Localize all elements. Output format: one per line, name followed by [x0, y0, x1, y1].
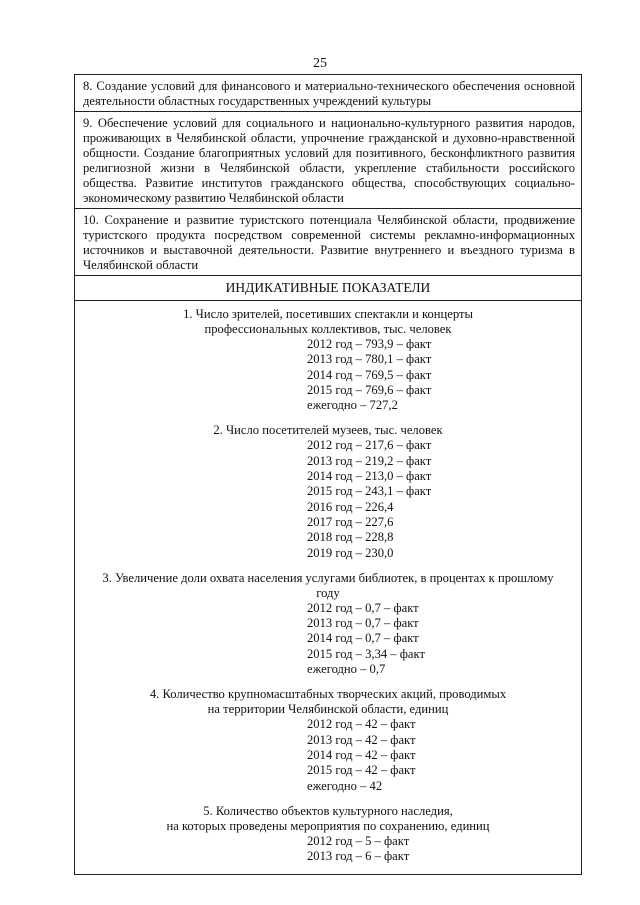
indicator-title: 2. Число посетителей музеев, тыс. человек [213, 423, 443, 438]
indicator-block [75, 307, 581, 413]
indicator-value: 2014 год – 42 – факт [307, 747, 416, 762]
indicator-value: ежегодно – 42 [307, 778, 383, 793]
indicator-value: 2012 год – 793,9 – факт [307, 337, 432, 351]
indicator-value: 2014 год – 0,7 – факт [307, 631, 419, 646]
indicator-value: 2014 год – 769,5 – факт [307, 367, 432, 382]
indicators-header: ИНДИКАТИВНЫЕ ПОКАЗАТЕЛИ [75, 276, 581, 301]
indicator-value: 2013 год – 780,1 – факт [307, 352, 432, 367]
table-row: 8. Создание условий для финансового и материально-технического обеспечения основной деятельности областных государственных учреждений культуры [75, 75, 581, 112]
indicator-value: 2015 год – 769,6 – факт [307, 382, 432, 397]
indicator-value: 2016 год – 226,4 [307, 499, 394, 514]
indicator-value: 2018 год – 228,8 [307, 530, 394, 545]
indicator-value: ежегодно – 0,7 [307, 662, 386, 677]
indicator-value: 2013 год – 219,2 – факт [307, 453, 432, 468]
indicator-block [75, 423, 581, 560]
indicator-value: 2012 год – 5 – факт [307, 833, 410, 848]
indicator-value: 2013 год – 42 – факт [307, 732, 416, 747]
indicator-title: профессиональных коллективов, тыс. человек [204, 322, 452, 336]
indicator-values [307, 601, 581, 677]
indicator-value: 2012 год – 0,7 – факт [307, 600, 419, 615]
indicator-value: 2017 год – 227,6 [307, 514, 394, 529]
indicator-values [307, 834, 581, 865]
indicator-values [307, 337, 581, 413]
indicator-block [75, 687, 581, 793]
indicator-values [307, 438, 581, 560]
indicator-value: 2019 год – 230,0 [307, 545, 394, 560]
indicator-value: ежегодно – 727,2 [307, 398, 398, 413]
indicator-value: 2012 год – 217,6 – факт [307, 438, 432, 453]
indicator-title: году [316, 585, 340, 600]
indicator-value: 2015 год – 3,34 – факт [307, 646, 425, 661]
page-number: 25 [313, 56, 327, 71]
indicator-value: 2014 год – 213,0 – факт [307, 469, 432, 484]
indicator-title: 4. Количество крупномасштабных творческих акций, проводимых [149, 687, 507, 702]
indicator-value: 2015 год – 243,1 – факт [307, 484, 432, 499]
indicator-title: 5. Количество объектов культурного наследия, [203, 803, 453, 818]
table-row: 10. Сохранение и развитие туристского потенциала Челябинской области, продвижение туристского продукта посредством современной системы рекламно-информационных источников и выставочной деятельности. Развитие внутреннего и въездного туризма в Челябинской области [75, 209, 581, 276]
indicator-title: 1. Число зрителей, посетивших спектакли и концерты [183, 307, 473, 321]
goals-table [74, 74, 582, 875]
indicator-value: 2013 год – 6 – факт [307, 849, 410, 864]
indicator-value: 2012 год – 42 – факт [307, 717, 416, 732]
indicator-value: 2015 год – 42 – факт [307, 763, 416, 778]
indicator-title: на которых проведены мероприятия по сохранению, единиц [166, 818, 490, 833]
indicator-title: на территории Челябинской области, единиц [207, 702, 449, 717]
indicator-block [75, 804, 581, 865]
indicator-value: 2013 год – 0,7 – факт [307, 616, 419, 631]
indicator-title: 3. Увеличение доли охвата населения услугами библиотек, в процентах к прошлому [102, 570, 554, 585]
table-row: 9. Обеспечение условий для социального и национально-культурного развития народов, проживающих в Челябинской области, упрочнение гражданской и духовно-нравственной общности. Создание благоприятных условий для позитивного, бесконфликтного развития религиозной жизни в Челябинской области, укрепление стабильности российского общества. Развитие институтов гражданского общества, способствующих социально-экономическому развитию Челябинской области [75, 112, 581, 209]
indicator-block [75, 571, 581, 677]
indicators-list [75, 301, 581, 864]
indicator-values [307, 717, 581, 793]
